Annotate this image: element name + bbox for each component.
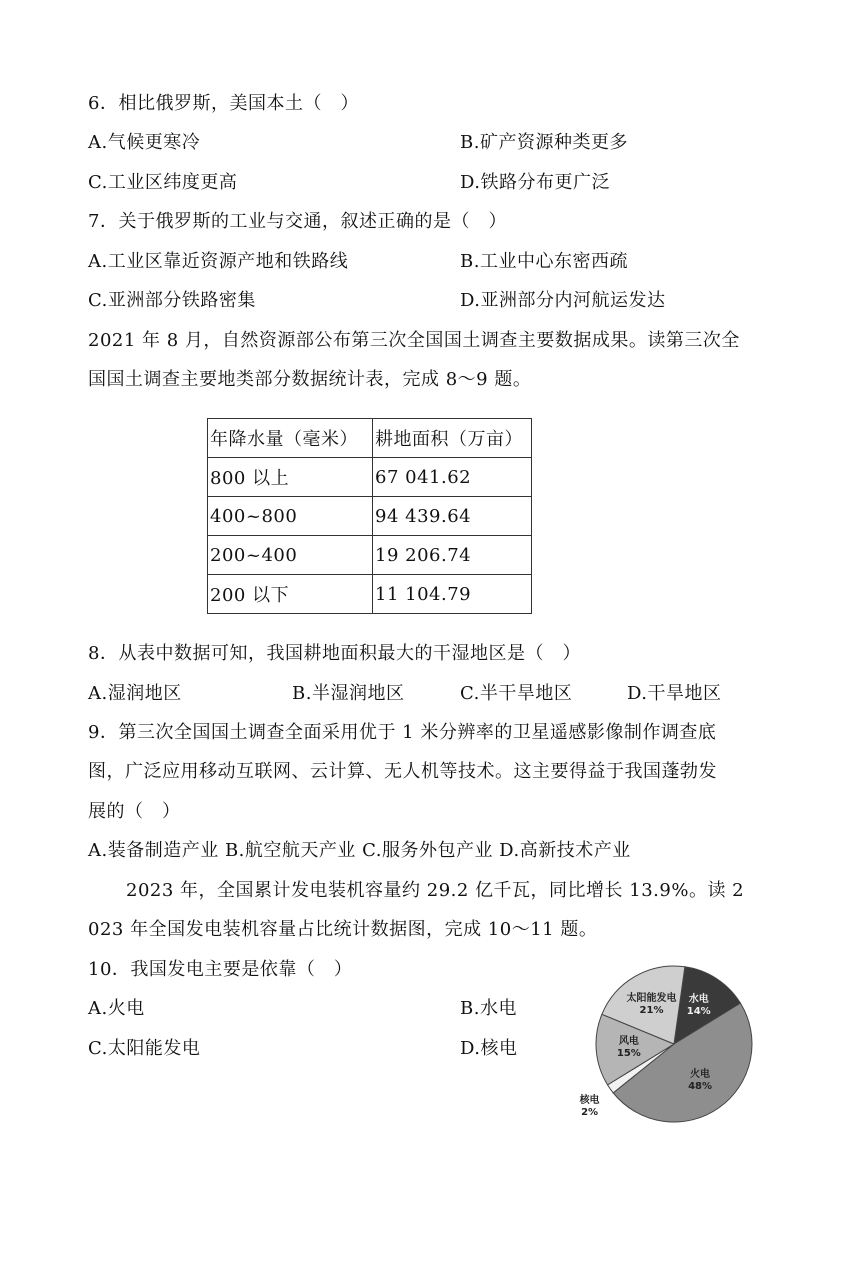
question-9-options: A.装备制造产业 B.航空航天产业 C.服务外包产业 D.高新技术产业: [88, 840, 631, 861]
question-7-stem: 7．关于俄罗斯的工业与交通，叙述正确的是（ ）: [88, 211, 507, 232]
question-8-option-d: D.干旱地区: [627, 683, 722, 704]
table-cell: 11 104.79: [373, 575, 532, 614]
table-cell: 200~400: [208, 536, 373, 575]
table-row: [208, 575, 532, 614]
question-6-stem: 6．相比俄罗斯，美国本土（ ）: [88, 93, 359, 114]
table-header-cell: 耕地面积（万亩）: [373, 419, 532, 458]
pie-slice-name: 太阳能发电: [626, 992, 677, 1004]
farmland-table: [207, 418, 532, 614]
intro-8-9-line-2: 国国土调查主要地类部分数据统计表，完成 8～9 题。: [88, 369, 532, 390]
question-10-option-c: C.太阳能发电: [88, 1038, 201, 1059]
table-row: [208, 536, 532, 575]
question-6-option-b: B.矿产资源种类更多: [460, 132, 628, 153]
question-6-option-c: C.工业区纬度更高: [88, 172, 238, 193]
question-7-option-d: D.亚洲部分内河航运发达: [460, 290, 666, 311]
table-cell: 19 206.74: [373, 536, 532, 575]
table-row: [208, 458, 532, 497]
pie-slice-value: 2%: [581, 1107, 599, 1119]
table-cell: 400~800: [208, 497, 373, 536]
pie-slice-label: [688, 1069, 712, 1093]
question-7-option-b: B.工业中心东密西疏: [460, 251, 628, 272]
pie-slice-label: [580, 1095, 600, 1119]
question-9-line-1: 9．第三次全国国土调查全面采用优于 1 米分辨率的卫星遥感影像制作调查底: [88, 722, 717, 743]
table-header-cell: 年降水量（毫米）: [208, 419, 373, 458]
table-cell: 94 439.64: [373, 497, 532, 536]
pie-slice-name: 风电: [618, 1035, 639, 1047]
capacity-pie-chart: [579, 960, 770, 1140]
question-9-line-2: 图，广泛应用移动互联网、云计算、无人机等技术。这主要得益于我国蓬勃发: [88, 761, 717, 782]
pie-slice-name: 核电: [579, 1095, 600, 1107]
table-cell: 67 041.62: [373, 458, 532, 497]
question-8-option-b: B.半湿润地区: [292, 683, 405, 704]
pie-slice-name: 火电: [690, 1068, 711, 1080]
intro-8-9-line-1: 2021 年 8 月，自然资源部公布第三次全国国土调查主要数据成果。读第三次全: [88, 330, 740, 351]
table-cell: 800 以上: [208, 458, 373, 497]
table-cell: 200 以下: [208, 575, 373, 614]
question-10-option-a: A.火电: [88, 998, 145, 1019]
pie-slice-value: 48%: [688, 1080, 712, 1092]
pie-slice-value: 14%: [686, 1006, 711, 1018]
question-7-option-c: C.亚洲部分铁路密集: [88, 290, 256, 311]
pie-slice-label: [687, 994, 711, 1018]
question-10-option-d: D.核电: [460, 1038, 518, 1059]
intro-10-11-line-2: 023 年全国发电装机容量占比统计数据图，完成 10～11 题。: [88, 919, 598, 940]
question-7-option-a: A.工业区靠近资源产地和铁路线: [88, 251, 349, 272]
question-6-option-a: A.气候更寒冷: [88, 132, 201, 153]
question-10-stem: 10．我国发电主要是依靠（ ）: [88, 959, 353, 980]
table-header-row: [208, 419, 532, 458]
question-10-option-b: B.水电: [460, 998, 517, 1019]
question-6-option-d: D.铁路分布更广泛: [460, 172, 611, 193]
question-8-stem: 8．从表中数据可知，我国耕地面积最大的干湿地区是（ ）: [88, 643, 581, 664]
table-row: [208, 497, 532, 536]
question-8-option-a: A.湿润地区: [88, 683, 182, 704]
pie-slice-value: 15%: [616, 1047, 641, 1059]
question-9-line-3: 展的（ ）: [88, 801, 181, 822]
pie-slice-label: [617, 1036, 641, 1060]
pie-slice-label: [627, 993, 677, 1017]
question-8-option-c: C.半干旱地区: [460, 683, 573, 704]
pie-slice-name: 水电: [688, 994, 709, 1006]
pie-slice-value: 21%: [639, 1004, 664, 1016]
intro-10-11-line-1: 2023 年，全国累计发电装机容量约 29.2 亿千瓦，同比增长 13.9%。读 2: [126, 880, 745, 901]
